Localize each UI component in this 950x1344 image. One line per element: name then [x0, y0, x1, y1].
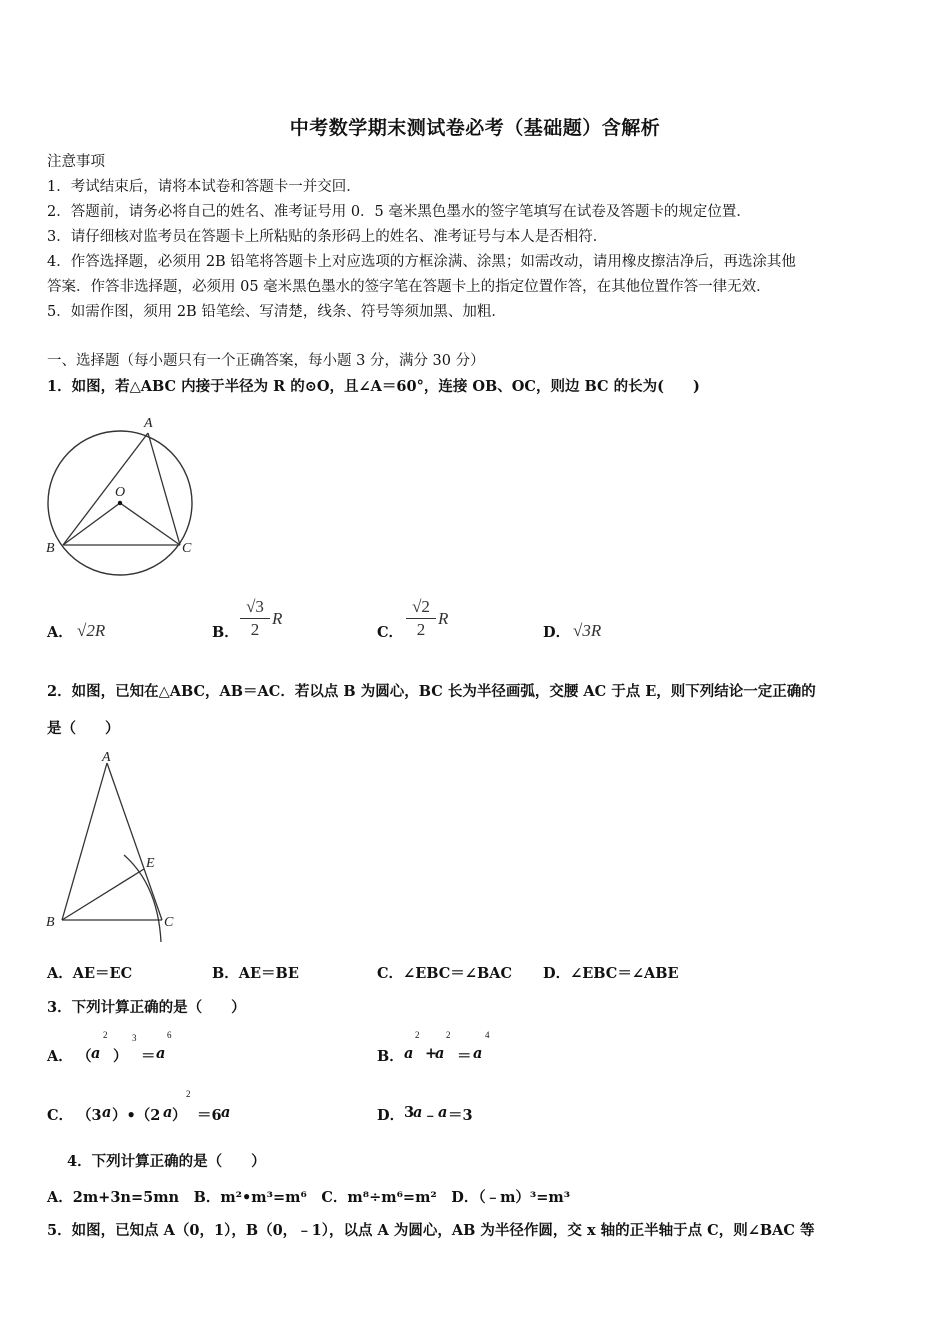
expr-part: 3	[404, 1104, 415, 1121]
expr-var: a	[438, 1104, 448, 1121]
q2-option-b: B．AE＝BE	[212, 965, 299, 982]
notice-item: 4．作答选择题，必须用 2B 铅笔将答题卡上对应选项的方框涂满、涂黑；如需改动，请用橡皮擦洁净后，再选涂其他	[47, 254, 796, 270]
q3-option-d-label: D．	[377, 1107, 405, 1124]
fraction-variable: R	[272, 609, 283, 628]
exponent: 2	[446, 1030, 451, 1040]
q1-circle-figure	[40, 410, 210, 585]
notice-item: 2．答题前，请务必将自己的姓名、准考证号用 0．5 毫米黑色墨水的签字笔填写在试卷及答题卡的规定位置．	[47, 204, 751, 220]
q1-option-c-label: C．	[377, 624, 404, 641]
label-b: B	[46, 915, 55, 930]
fraction-numerator: √3	[240, 596, 270, 619]
fraction-variable: R	[438, 609, 449, 628]
equals: ＝	[141, 1048, 156, 1065]
segment-ob	[63, 503, 120, 545]
equals: ＝6	[197, 1107, 222, 1124]
q1-option-c-fraction	[406, 596, 436, 641]
notice-item: 5．如需作图，须用 2B 铅笔绘、写清楚，线条、符号等须加黑、加粗．	[47, 304, 506, 320]
expr-var: a	[102, 1104, 112, 1121]
q1-option-b-fraction	[240, 596, 270, 641]
label-o: O	[115, 485, 126, 500]
fraction-denominator: 2	[416, 620, 426, 639]
expr-part: （3	[77, 1107, 102, 1124]
expr-var: a	[413, 1104, 423, 1121]
rhs-var: a	[221, 1104, 231, 1121]
equals: ＝	[457, 1048, 472, 1065]
q4-options: A．2m+3n=5mn B．m²•m³=m⁶ C．m⁸÷m⁶=m² D．（﹣m）³=m³	[47, 1189, 571, 1206]
q2-stem: 2．如图，已知在△ABC，AB＝AC．若以点 B 为圆心，BC 长为半径画弧，交腰 AC 于点 E，则下列结论一定正确的	[47, 683, 816, 700]
fraction-numerator: √2	[406, 596, 436, 619]
q2-triangle-figure	[40, 745, 190, 950]
q1-option-a-label: A．	[47, 624, 73, 641]
plus: +	[425, 1045, 438, 1062]
arc	[124, 855, 161, 942]
label-b: B	[46, 541, 55, 556]
exponent: 6	[167, 1030, 172, 1040]
segment-ac	[107, 763, 162, 920]
expr-part: ）•（2	[112, 1107, 161, 1124]
q1-stem: 1．如图，若△ABC 内接于半径为 R 的⊙O，且∠A＝60°，连接 OB、OC，则边 BC 的长为( )	[47, 378, 700, 395]
label-a: A	[102, 750, 111, 765]
minus: ﹣	[423, 1107, 438, 1124]
label-c: C	[182, 541, 192, 556]
q2-option-c: C．∠EBC＝∠BAC	[377, 965, 513, 982]
exponent: 2	[103, 1030, 108, 1040]
rhs-var: a	[473, 1045, 483, 1062]
q4-stem: 4．下列计算正确的是（ ）	[67, 1153, 266, 1170]
expr-var: a	[163, 1104, 173, 1121]
equals: ＝3	[448, 1107, 473, 1124]
q2-option-d: D．∠EBC＝∠ABE	[543, 965, 679, 982]
exponent: 4	[485, 1030, 490, 1040]
q2-option-a: A．AE＝EC	[47, 965, 133, 982]
q1-option-b-label: B．	[212, 624, 239, 641]
segment-ab	[63, 433, 148, 545]
q3-option-a-label: A．	[47, 1048, 73, 1065]
segment-oc	[120, 503, 180, 545]
page-title: 中考数学期末测试卷必考（基础题）含解析	[289, 117, 661, 139]
fraction-denominator: 2	[250, 620, 260, 639]
label-e: E	[146, 856, 155, 871]
notice-item: 1．考试结束后，请将本试卷和答题卡一并交回．	[47, 179, 361, 195]
q3-option-b-label: B．	[377, 1048, 404, 1065]
center-point	[118, 501, 122, 505]
q5-stem: 5．如图，已知点 A（0，1），B（0，﹣1），以点 A 为圆心，AB 为半径作圆，交 x 轴的正半轴于点 C，则∠BAC 等	[47, 1222, 815, 1239]
term-var: a	[435, 1045, 445, 1062]
exponent: 2	[186, 1089, 191, 1099]
paren-close: ）	[172, 1107, 187, 1124]
term-var: a	[404, 1045, 414, 1062]
q3-stem: 3．下列计算正确的是（ ）	[47, 999, 246, 1016]
q1-option-d-label: D．	[543, 624, 571, 641]
q1-option-a-expr: √2R	[77, 621, 106, 640]
notice-item: 3．请仔细核对监考员在答题卡上所粘贴的条形码上的姓名、准考证号与本人是否相符．	[47, 229, 608, 245]
paren-open: （	[77, 1048, 92, 1065]
label-c: C	[164, 915, 174, 930]
label-a: A	[144, 416, 153, 431]
notice-heading: 注意事项	[47, 154, 105, 170]
paren-close: ）	[113, 1048, 128, 1065]
q3-option-c-label: C．	[47, 1107, 74, 1124]
q1-option-d-expr: √3R	[573, 621, 602, 640]
q2-stem: 是（ ）	[47, 720, 120, 737]
exponent: 3	[132, 1033, 137, 1043]
rhs-var: a	[156, 1045, 166, 1062]
notice-item: 答案．作答非选择题，必须用 05 毫米黑色墨水的签字笔在答题卡上的指定位置作答，在其他位置作答一律无效．	[47, 279, 771, 295]
section-heading: 一、选择题（每小题只有一个正确答案，每小题 3 分，满分 30 分）	[47, 353, 485, 369]
base-var: a	[91, 1045, 101, 1062]
segment-ac	[148, 433, 180, 545]
exponent: 2	[415, 1030, 420, 1040]
